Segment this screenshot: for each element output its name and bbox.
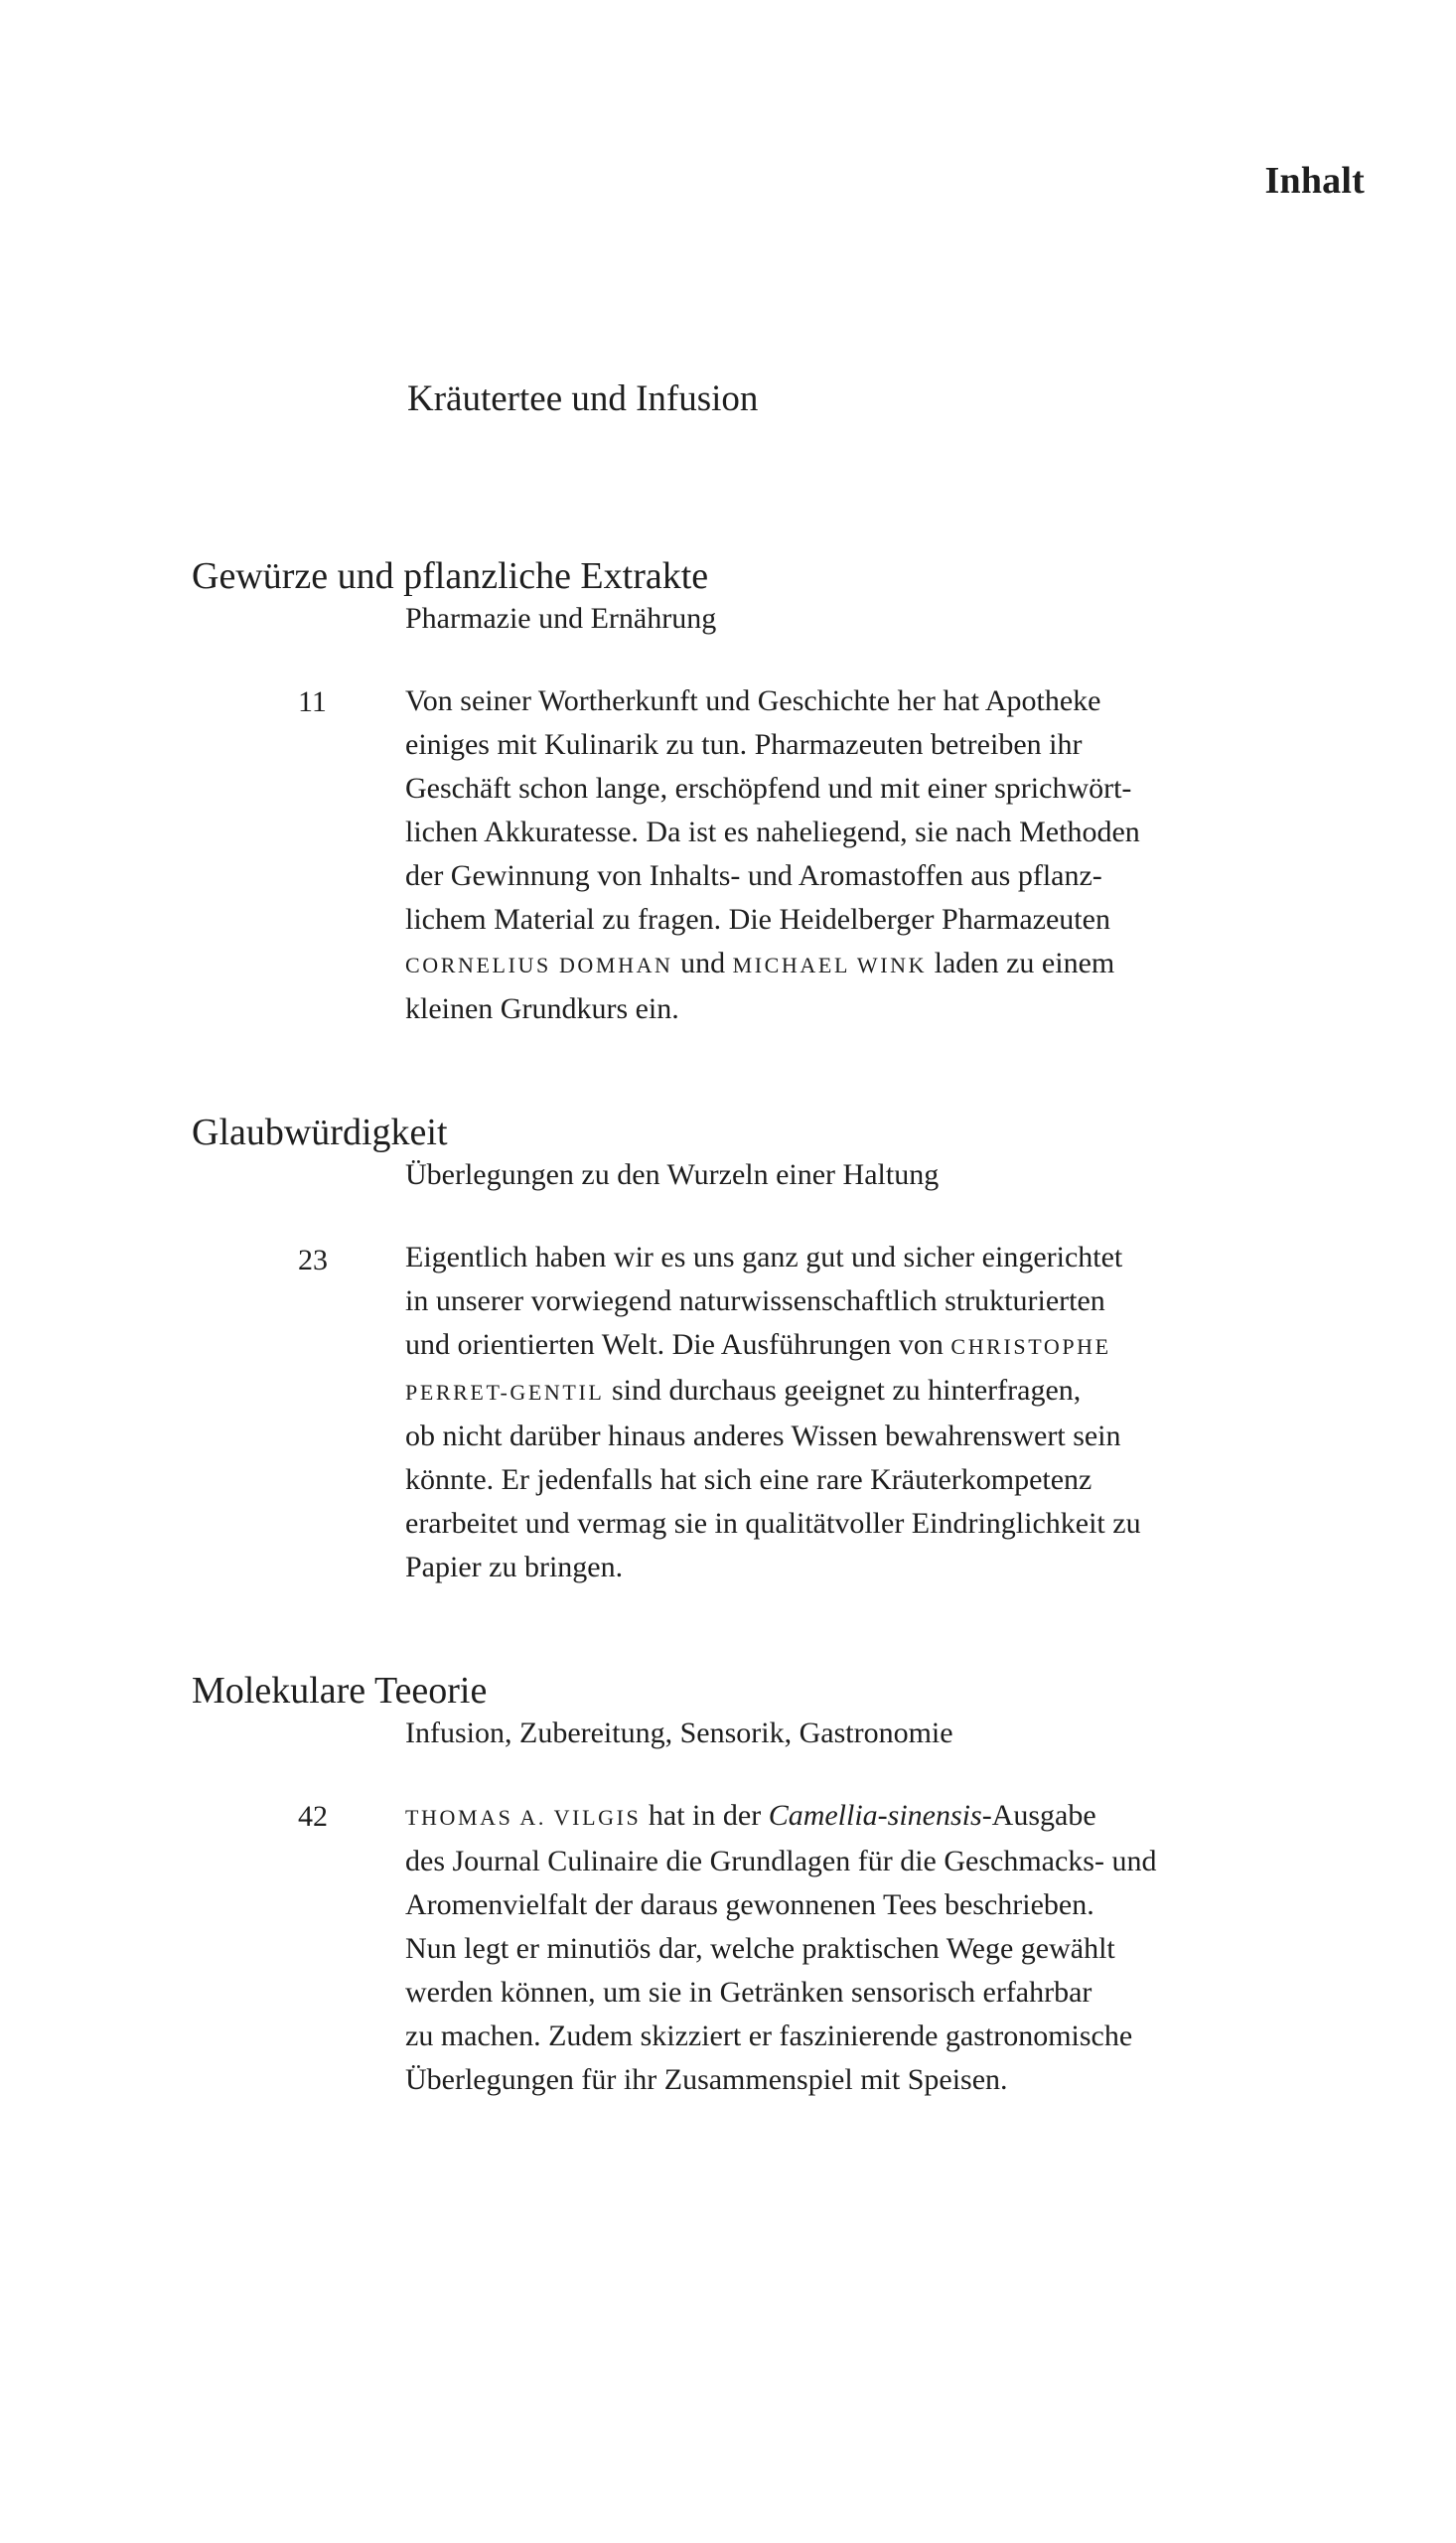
entry-page-number: 23 bbox=[298, 1244, 328, 1276]
text-fragment: -Ausgabe bbox=[981, 1799, 1096, 1832]
entry-subtitle: Pharmazie und Ernährung bbox=[405, 602, 717, 635]
text-fragment: und bbox=[672, 947, 733, 979]
text-line: werden können, um sie in Getränken sensorisch erfahrbar bbox=[405, 1976, 1092, 2009]
text-fragment: und orientierten Welt. Die Ausführungen von bbox=[405, 1328, 951, 1361]
author-name: CORNELIUS DOMHAN bbox=[405, 953, 673, 977]
author-name: MICHAEL WINK bbox=[732, 953, 928, 977]
text-line: Papier zu bringen. bbox=[405, 1551, 624, 1583]
text-line bbox=[405, 1323, 1359, 1369]
text-line: in unserer vorwiegend naturwissenschaftlich strukturierten bbox=[405, 1284, 1105, 1317]
text-line bbox=[405, 1794, 1359, 1840]
text-line: Von seiner Wortherkunft und Geschichte her hat Apotheke bbox=[405, 684, 1101, 717]
entry-description bbox=[405, 1794, 1359, 2102]
text-line bbox=[405, 942, 1359, 987]
text-line: Überlegungen für ihr Zusammenspiel mit Speisen. bbox=[405, 2063, 1008, 2096]
entry-title: Glaubwürdigkeit bbox=[192, 1112, 448, 1153]
entry-page-number: 11 bbox=[298, 685, 327, 718]
text-line: könnte. Er jedenfalls hat sich eine rare Kräuterkompetenz bbox=[405, 1463, 1092, 1496]
text-line: Nun legt er minutiös dar, welche praktischen Wege gewählt bbox=[405, 1932, 1115, 1965]
text-line: Eigentlich haben wir es uns ganz gut und sicher eingerichtet bbox=[405, 1241, 1123, 1273]
text-line: lichen Akkuratesse. Da ist es naheliegend, sie nach Methoden bbox=[405, 816, 1140, 848]
entry-title: Gewürze und pflanzliche Extrakte bbox=[192, 555, 709, 597]
text-line: lichem Material zu fragen. Die Heidelberger Pharmazeuten bbox=[405, 903, 1110, 936]
text-line: Aromenvielfalt der daraus gewonnenen Tees beschrieben. bbox=[405, 1888, 1094, 1921]
italic-term: Camellia-sinensis bbox=[768, 1799, 982, 1832]
page-label: Inhalt bbox=[1264, 160, 1365, 202]
text-line: zu machen. Zudem skizziert er faszinierende gastronomische bbox=[405, 2019, 1133, 2052]
text-fragment: sind durchaus geeignet zu hinterfragen, bbox=[604, 1374, 1082, 1407]
text-line: kleinen Grundkurs ein. bbox=[405, 992, 679, 1025]
entry-subtitle: Überlegungen zu den Wurzeln einer Haltung bbox=[405, 1158, 940, 1191]
entry-description bbox=[405, 679, 1359, 1031]
section-title: Kräutertee und Infusion bbox=[407, 378, 759, 419]
author-name: PERRET-GENTIL bbox=[405, 1380, 605, 1405]
text-fragment: laden zu einem bbox=[927, 947, 1115, 979]
text-line bbox=[405, 1369, 1359, 1415]
text-line: ob nicht darüber hinaus anderes Wissen bewahrenswert sein bbox=[405, 1420, 1121, 1452]
text-line: einiges mit Kulinarik zu tun. Pharmazeuten betreiben ihr bbox=[405, 728, 1083, 761]
entry-page-number: 42 bbox=[298, 1800, 328, 1833]
entry-title: Molekulare Teeorie bbox=[192, 1670, 488, 1712]
text-line: Geschäft schon lange, erschöpfend und mit einer sprichwört- bbox=[405, 772, 1132, 805]
entry-description bbox=[405, 1236, 1359, 1589]
text-line: erarbeitet und vermag sie in qualitätvoller Eindringlichkeit zu bbox=[405, 1507, 1141, 1540]
text-line: des Journal Culinaire die Grundlagen für die Geschmacks- und bbox=[405, 1845, 1157, 1877]
entry-subtitle: Infusion, Zubereitung, Sensorik, Gastronomie bbox=[405, 1717, 953, 1749]
text-fragment: hat in der bbox=[641, 1799, 769, 1832]
author-name: CHRISTOPHE bbox=[950, 1334, 1111, 1359]
text-line: der Gewinnung von Inhalts- und Aromastoffen aus pflanz- bbox=[405, 859, 1102, 892]
author-name: THOMAS A. VILGIS bbox=[405, 1805, 642, 1830]
